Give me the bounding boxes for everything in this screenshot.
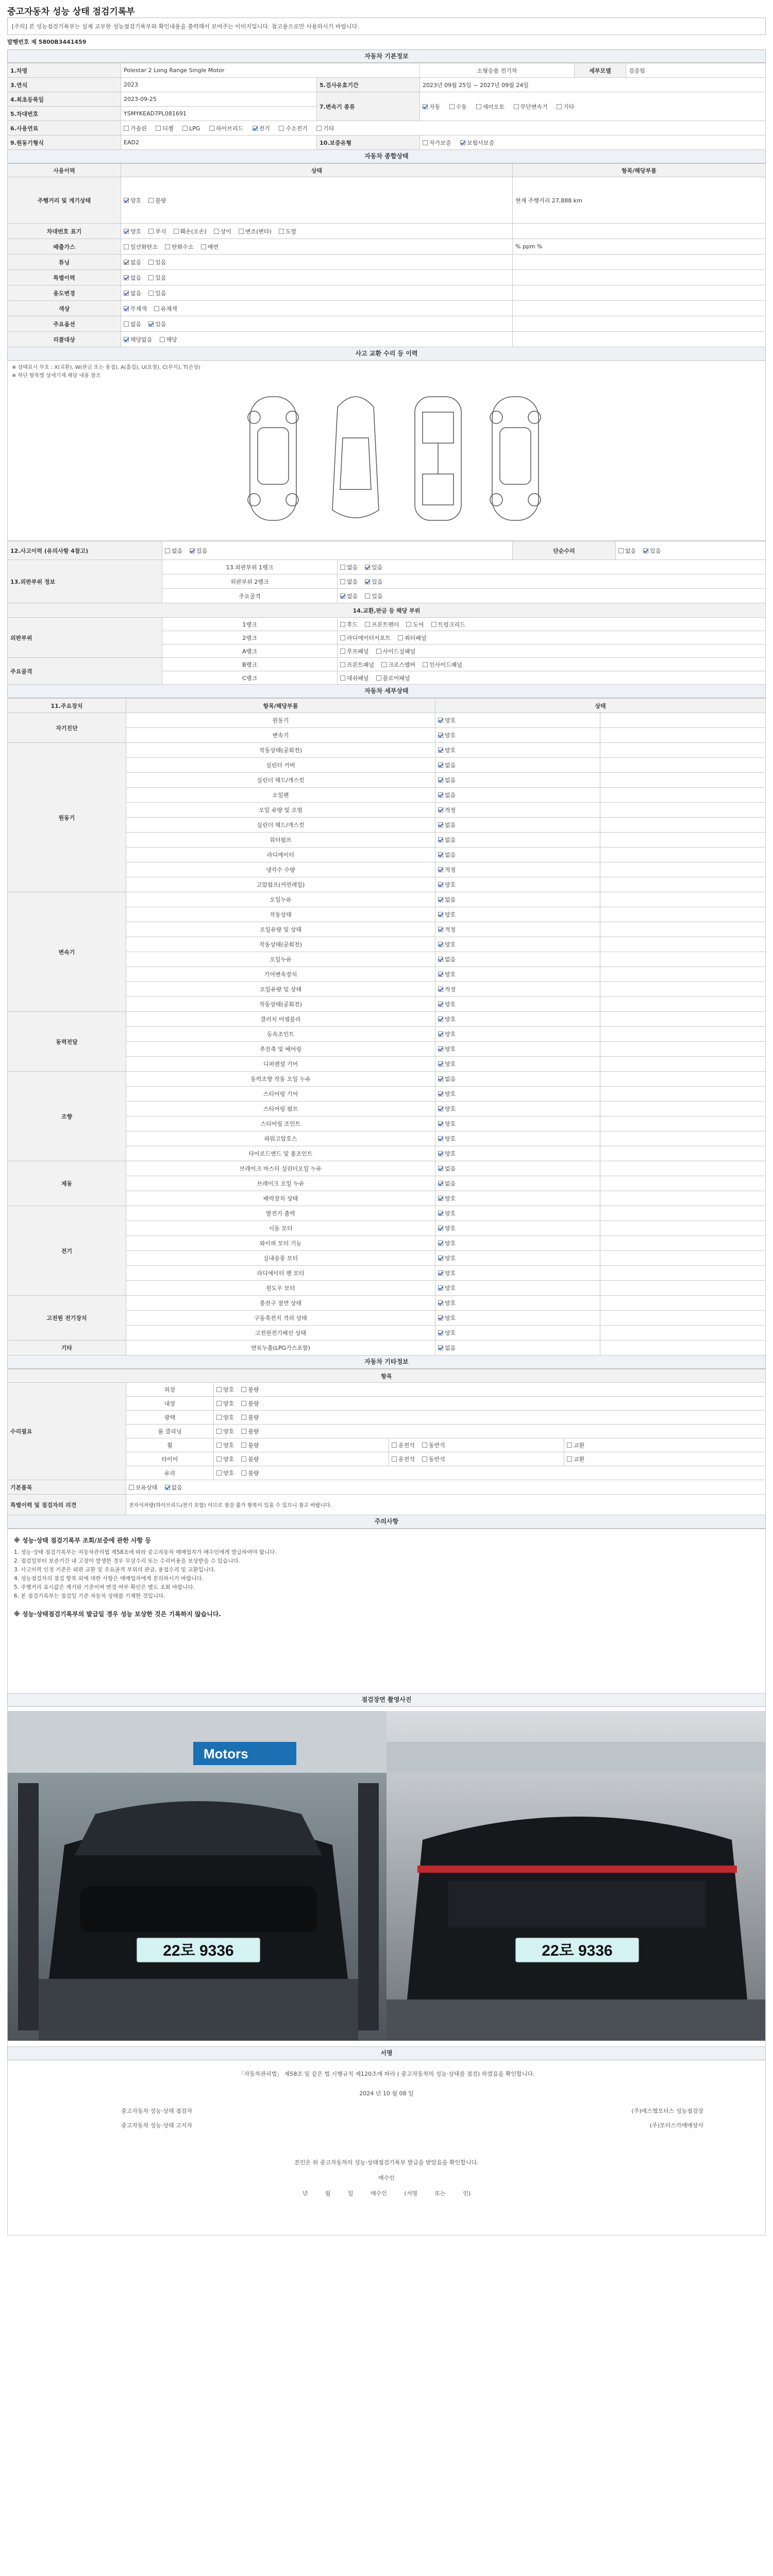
detail-row [8, 1341, 766, 1355]
opt-accident-none: 없음 [172, 547, 183, 554]
label-vin: 5.차대번호 [8, 107, 121, 121]
detail-item: 추진축 및 베어링 [126, 1042, 435, 1057]
detail-item: 배력장치 상태 [126, 1191, 435, 1206]
transmission-options [420, 92, 766, 121]
detail-extra [600, 1341, 766, 1355]
detail-extra [600, 818, 766, 833]
replaced-parts-header: 14.교환,판금 등 해당 부위 [8, 603, 766, 618]
detail-state: 없음 [435, 952, 600, 967]
car-diagram-area [7, 361, 766, 541]
detail-item: 실내송풍 모터 [126, 1251, 435, 1266]
car-left-side-diagram [248, 397, 298, 520]
detail-item: 원동기 [126, 713, 435, 728]
detail-state: 없음 [435, 788, 600, 803]
detail-state: 양호 [435, 1087, 600, 1101]
detail-item: 워터펌프 [126, 833, 435, 848]
label-engine-type: 9.원동기형식 [8, 135, 121, 150]
opt-hydrogen: 수소전기 [285, 125, 308, 132]
other-row: 내장 [126, 1397, 214, 1411]
opt-bad: 불량 [155, 197, 166, 204]
detail-group: 전기 [8, 1206, 126, 1296]
other-row: 유리 [126, 1466, 214, 1480]
detail-item: 실린더 헤드/개스킷 [126, 818, 435, 833]
detail-item: 고전원전기배선 상태 [126, 1326, 435, 1341]
detail-state: 없음 [435, 818, 600, 833]
recall-options: 해당없음 해당 [121, 332, 513, 347]
warranty-options [420, 135, 766, 150]
general-state-header: 자동차 종합상태 [7, 150, 766, 163]
opinion-label: 특별이력 및 점검자의 의견 [8, 1495, 126, 1515]
usage-options: 없음 있음 [121, 285, 513, 301]
detail-state: 양호 [435, 713, 600, 728]
detail-state: 양호 [435, 877, 600, 892]
basic-info-table [7, 63, 766, 150]
inspector-label: 중고자동차 성능·상태 점검자 [121, 2108, 193, 2114]
detail-state: 양호 [435, 1101, 600, 1116]
detail-extra [600, 743, 766, 758]
detail-state: 양호 [435, 1146, 600, 1161]
detail-state: 양호 [435, 1191, 600, 1206]
detail-state: 양호 [435, 1326, 600, 1341]
detail-item: 냉각수 수량 [126, 862, 435, 877]
detail-item: 작동상태(공회전) [126, 743, 435, 758]
detail-extra [600, 862, 766, 877]
detail-item: 타이로드엔드 및 볼조인트 [126, 1146, 435, 1161]
detail-group: 원동기 [8, 743, 126, 892]
detail-state: 없음 [435, 833, 600, 848]
label-submodel: 세부모델 [575, 63, 626, 78]
opt-diesel: 디젤 [162, 125, 174, 132]
detail-extra [600, 937, 766, 952]
general-col-item: 항목/해당부품 [513, 164, 766, 177]
general-row-options: 주요옵션 [8, 316, 121, 332]
detail-state: 양호 [435, 1027, 600, 1042]
tuning-options: 없음 있음 [121, 255, 513, 270]
detail-extra [600, 1266, 766, 1281]
detail-state: 양호 [435, 1311, 600, 1326]
special-options: 없음 있음 [121, 270, 513, 285]
damage-legend: ※ 상태표시 부호 : X(교환), W(판금 또는 용접), A(흠집), U(요철), C(부식), T(손상) [12, 365, 200, 370]
detail-state: 양호 [435, 997, 600, 1012]
detail-item: 오일유량 및 상태 [126, 922, 435, 937]
detail-item: 실린더 헤드/개스킷 [126, 773, 435, 788]
opt-good: 양호 [130, 197, 142, 204]
detail-state: 양호 [435, 1042, 600, 1057]
detail-item: 충전구 절연 상태 [126, 1296, 435, 1311]
caution-footer: ※ 성능·상태점검기록부의 발급일 경우 성능 보상한 것은 기록하지 않습니다. [14, 1611, 221, 1618]
outer-rank1-label: 13.외판부위 1랭크 [162, 560, 338, 574]
detail-item: 구동축전지 격리 상태 [126, 1311, 435, 1326]
general-row-usage: 용도변경 [8, 285, 121, 301]
detail-item: 연료누출(LPG가스포함) [126, 1341, 435, 1355]
detail-state: 없음 [435, 773, 600, 788]
general-row-mileage: 주행거리 및 계기상태 [8, 177, 121, 224]
detail-item: 작동상태(공회전) [126, 997, 435, 1012]
detail-group: 고전원 전기장치 [8, 1296, 126, 1341]
detail-group: 자기진단 [8, 713, 126, 743]
accident-parts-label: 13.외판부위 정보 [8, 560, 162, 603]
caution-title: ※ 성능·상태 점검기록부 조회/보증에 관한 사항 등 [14, 1537, 151, 1544]
signature-date: 2024 년 10 월 08 일 [359, 2090, 414, 2097]
detail-row [8, 1012, 766, 1027]
car-top-diagram [332, 397, 379, 518]
detail-extra [600, 833, 766, 848]
signature-header: 서명 [7, 2047, 766, 2060]
general-row-emission: 배출가스 [8, 239, 121, 255]
opt-self-warranty: 자가보증 [429, 139, 451, 146]
detail-extra [600, 1251, 766, 1266]
detail-item: 라디에이터 팬 모터 [126, 1266, 435, 1281]
opt-lpg: LPG [189, 125, 200, 132]
opt-electric: 전기 [259, 125, 270, 132]
detail-group: 조향 [8, 1072, 126, 1161]
detail-state: 적정 [435, 982, 600, 997]
other-row: 외장 [126, 1383, 214, 1397]
detail-state: 양호 [435, 1012, 600, 1027]
label-car-name: 1.차명 [8, 63, 121, 78]
detail-state: 없음 [435, 758, 600, 773]
detail-state: 적정 [435, 862, 600, 877]
detail-item: 작동상태(공회전) [126, 937, 435, 952]
outer-rank2-label: 외판부위 2랭크 [162, 574, 338, 589]
shop-sign-text: Motors [204, 1746, 248, 1761]
opt-fuel-etc: 기타 [323, 125, 334, 132]
accident-header: 사고 교환 수리 등 이력 [7, 347, 766, 361]
car-diagram [8, 361, 765, 541]
front-photo [8, 1711, 386, 2041]
notifier-org: (주)모터스카매매상사 [649, 2122, 703, 2129]
detail-extra [600, 713, 766, 728]
detail-item: 실린더 커버 [126, 758, 435, 773]
accident-table: 12.사고이력 (유의사항 4참고) 없음 있음 단순수리 없음 있음 13.외판부위 정보 13.외판부위 1랭크 없음 있음 외판부위 2랭크 없음 있음 주요골격 없음 있음 14.교환,판금 등 해당 부위 외판부위 1랭크 후드 프론트펜더 도어 트렁크리드 2랭크 라디에이터서포트 쿼터패널 A랭크 루프패널 사이드실패널 주요골격 B랭크 프론트패널 크로스멤버 인사이드패널 C랭크 대쉬패널 플로어패널 [7, 541, 766, 685]
general-row-color: 색상 [8, 301, 121, 316]
label-inspection-period: 5.검사유효기간 [317, 78, 420, 92]
value-inspection-period: 2023년 09월 25일 ~ 2027년 09월 24일 [420, 78, 766, 92]
receipt-statement: 본인은 위 중고자동차의 성능·상태점검기록부 발급을 받았음을 확인합니다. [294, 2159, 479, 2166]
damage-legend-note: ※ 하단 항목별 상세기재 해당 내용 참조 [12, 373, 101, 379]
detail-row [8, 1206, 766, 1221]
other-header: 자동차 기타정보 [7, 1355, 766, 1369]
detail-state: 양호 [435, 728, 600, 743]
other-row: 휠 [126, 1438, 214, 1452]
detail-extra [600, 892, 766, 907]
other-row: 타이어 [126, 1452, 214, 1466]
detail-group: 제동 [8, 1161, 126, 1206]
notice-box: [주의] 본 성능점검기록부는 실제 교부한 성능점검기록부와 확인내용을 출력해서 보여주는 이미지입니다. 참고용으로만 사용하시기 바랍니다. [7, 18, 766, 35]
detail-state: 양호 [435, 743, 600, 758]
opt-insurance-warranty: 보험사보증 [467, 139, 495, 146]
tools-label: 기본품목 [8, 1480, 126, 1495]
detail-item: 윈도우 모터 [126, 1281, 435, 1296]
detail-extra [600, 1236, 766, 1251]
general-col-state: 상태 [121, 164, 513, 177]
detail-item: 클러치 어셈블리 [126, 1012, 435, 1027]
opt-semi: 세미오토 [482, 103, 505, 110]
detail-state: 적정 [435, 803, 600, 818]
detail-extra [600, 773, 766, 788]
detail-state: 양호 [435, 1206, 600, 1221]
value-verified: 검증됨 [626, 63, 766, 78]
opt-accident-yes: 있음 [196, 547, 208, 554]
detail-extra [600, 952, 766, 967]
detail-item: 브레이크 오일 누유 [126, 1176, 435, 1191]
label-warranty: 10.보증유형 [317, 135, 420, 150]
detail-extra [600, 788, 766, 803]
notifier-label: 중고자동차 성능·상태 고지자 [121, 2122, 193, 2129]
detail-extra [600, 1191, 766, 1206]
detail-state: 없음 [435, 1176, 600, 1191]
detail-col-item: 항목/해당부품 [126, 699, 435, 713]
detail-item: 디퍼렌셜 기어 [126, 1057, 435, 1072]
detail-extra [600, 1176, 766, 1191]
detail-extra [600, 877, 766, 892]
general-state-table [7, 163, 766, 347]
detail-extra [600, 1281, 766, 1296]
detail-item: 고압펌프(커먼레일) [126, 877, 435, 892]
detail-extra [600, 967, 766, 982]
opt-auto: 자동 [429, 103, 441, 110]
detail-state: 양호 [435, 1116, 600, 1131]
detail-item: 라디에이터 [126, 848, 435, 862]
detail-row [8, 713, 766, 728]
mileage-value: 현재 주행거리 27,888 km [513, 177, 766, 224]
detail-state: 없음 [435, 1161, 600, 1176]
inspector-org: (주)에스엠모터스 성능점검장 [631, 2108, 703, 2114]
other-row: 룸 클리닝 [126, 1425, 214, 1438]
opt-repair-yes: 있음 [650, 547, 661, 554]
detail-state: 적정 [435, 922, 600, 937]
detail-extra [600, 1206, 766, 1221]
detail-col-device: 11.주요장치 [8, 699, 126, 713]
detail-extra [600, 1311, 766, 1326]
license-plate-front: 22로 9336 [163, 1942, 234, 1959]
detail-state: 양호 [435, 1296, 600, 1311]
caution-line: 2. 점검일부터 보증기간 내 고장이 발생한 경우 무상수리 또는 수리비용을 보상받을 수 있습니다. [14, 1558, 240, 1564]
label-transmission: 7.변속기 종류 [317, 92, 420, 121]
other-row: 광택 [126, 1411, 214, 1425]
checkbox-manual [449, 104, 455, 109]
detail-state: 양호 [435, 1131, 600, 1146]
value-year: 2023 [121, 78, 317, 92]
opinion-text: 전자식차량(하이브리드/전기 포함) 이므로 점검 불가 항목이 있을 수 있으니 참고 바랍니다. [126, 1495, 766, 1515]
label-first-reg: 4.최초등록일 [8, 92, 121, 107]
detail-state: 없음 [435, 1341, 600, 1355]
opt-hybrid: 하이브리드 [215, 125, 244, 132]
opt-tools-have: 보유상태 [136, 1484, 158, 1491]
signature-statement: 「자동차관리법」 제58조 및 같은 법 시행규칙 제120조에 따라 ( 중고자동차의 성능·상태를 점검) 하였음을 확인합니다. [238, 2071, 535, 2077]
detail-extra [600, 922, 766, 937]
emission-options: 일산화탄소 탄화수소 매연 [121, 239, 513, 255]
detail-group: 기타 [8, 1341, 126, 1355]
detail-col-state: 상태 [435, 699, 766, 713]
photo-row [7, 1707, 766, 2047]
caution-notes [7, 1529, 766, 1693]
detail-item: 와이퍼 모터 기능 [126, 1236, 435, 1251]
caution-line: 3. 사고이력 인정 기준은 외판 교환 및 주요골격 부위의 판금, 용접수리 및 교환입니다. [14, 1567, 216, 1573]
detail-extra [600, 1072, 766, 1087]
outer-panel-group: 외판부위 [8, 618, 162, 658]
detail-extra [600, 997, 766, 1012]
opt-gasoline: 가솔린 [130, 125, 147, 132]
signature-block [7, 2060, 766, 2235]
detail-state: 양호 [435, 967, 600, 982]
checkbox-cvt [514, 104, 519, 109]
general-col-history: 사용이력 [8, 164, 121, 177]
opt-tools-none: 없음 [171, 1484, 182, 1491]
vin-mark-options: 양호 부식 훼손(오손) 상이 변조(변타) 도말 [121, 224, 513, 239]
detail-item: 발전기 출력 [126, 1206, 435, 1221]
color-options: 무채색 유채색 [121, 301, 513, 316]
basic-info-header: 자동차 기본정보 [7, 49, 766, 63]
other-table: 항목 수리필요 외장 양호 불량 내장 양호 불량 광택 양호 불량 룸 클리닝 양호 불량 휠 양호 불량 운전석 동반석 교환 타이어 양호 불량 운전석 동반석 교환 유리 양호 불량 기본품목 보유상태 없음 특별이력 및 점검자의 의견 전자식차량(하이브리드/전기 포함) 이므로 점검 불가 항목이 있을 수 있으니 참고 바랍니다. [7, 1369, 766, 1515]
rear-photo [386, 1711, 765, 2041]
detail-extra [600, 1101, 766, 1116]
label-year: 3.연식 [8, 78, 121, 92]
value-submodel: 소형승용 전기차 [420, 63, 575, 78]
emission-units: % ppm % [513, 239, 766, 255]
label-fuel: 6.사용연료 [8, 121, 121, 135]
opt-etc: 기타 [563, 103, 575, 110]
detail-extra [600, 1326, 766, 1341]
detail-item: 오일누유 [126, 952, 435, 967]
caution-header: 주의사항 [7, 1515, 766, 1529]
detail-row [8, 743, 766, 758]
detail-extra [600, 907, 766, 922]
detail-extra [600, 803, 766, 818]
detail-state: 양호 [435, 1221, 600, 1236]
detail-table [7, 698, 766, 1355]
detail-extra [600, 1027, 766, 1042]
detail-item: 파워고압호스 [126, 1131, 435, 1146]
other-col-item: 항목 [8, 1369, 766, 1383]
detail-state: 없음 [435, 1072, 600, 1087]
detail-item: 시동 모터 [126, 1221, 435, 1236]
car-bottom-diagram [415, 397, 461, 520]
detail-item: 기어변속장치 [126, 967, 435, 982]
opt-repair-none: 없음 [625, 547, 636, 554]
detail-extra [600, 1087, 766, 1101]
detail-extra [600, 1131, 766, 1146]
general-row-special: 특별이력 [8, 270, 121, 285]
detail-extra [600, 1042, 766, 1057]
caution-line: 1. 성능·상태 점검기록부는 자동차관리법 제58조에 따라 중고자동차 매매업자가 매수인에게 발급하여야 합니다. [14, 1549, 277, 1555]
detail-item: 스티어링 펌프 [126, 1101, 435, 1116]
detail-extra [600, 758, 766, 773]
detail-row [8, 1161, 766, 1176]
detail-state: 없음 [435, 892, 600, 907]
main-frame-label: 주요골격 [162, 589, 338, 603]
detail-item: 스티어링 조인트 [126, 1116, 435, 1131]
detail-item: 오일유량 및 상태 [126, 982, 435, 997]
opt-cvt: 무단변속기 [520, 103, 548, 110]
detail-extra [600, 1296, 766, 1311]
accident-history-label: 12.사고이력 (유의사항 4참고) [8, 541, 162, 560]
detail-item: 오일펜 [126, 788, 435, 803]
detail-item: 브레이크 마스터 실린더오일 누유 [126, 1161, 435, 1176]
receipt-marks: 년 월 일 매수인 (서명 또는 인) [302, 2190, 471, 2197]
detail-extra [600, 1146, 766, 1161]
receipt-buyer: 매수인 [378, 2175, 395, 2181]
document-title: 중고자동차 성능 상태 점검기록부 [7, 7, 135, 17]
detail-header: 자동차 세부상태 [7, 685, 766, 698]
value-engine-type: EAD2 [121, 135, 317, 150]
detail-item: 동력조향 작동 오일 누유 [126, 1072, 435, 1087]
detail-extra [600, 982, 766, 997]
detail-group: 변속기 [8, 892, 126, 1012]
detail-row [8, 892, 766, 907]
detail-extra [600, 1116, 766, 1131]
detail-item: 작동상태 [126, 907, 435, 922]
detail-row [8, 1072, 766, 1087]
general-row-vin-mark: 차대번호 표기 [8, 224, 121, 239]
detail-state: 양호 [435, 1281, 600, 1296]
detail-state: 양호 [435, 1251, 600, 1266]
license-plate-rear: 22로 9336 [542, 1942, 613, 1959]
detail-state: 없음 [435, 848, 600, 862]
general-row-recall: 리콜대상 [8, 332, 121, 347]
detail-state: 양호 [435, 1057, 600, 1072]
caution-line: 4. 성능점검자의 점검 항목 외에 대한 사항은 매매업자에게 문의하시기 바랍니다. [14, 1575, 204, 1582]
detail-item: 오일누유 [126, 892, 435, 907]
detail-extra [600, 1161, 766, 1176]
value-first-reg: 2023-09-25 [121, 92, 317, 107]
detail-state: 양호 [435, 1236, 600, 1251]
detail-item: 등속조인트 [126, 1027, 435, 1042]
simple-repair-label: 단순수리 [513, 541, 616, 560]
detail-item: 스티어링 기어 [126, 1087, 435, 1101]
main-options: 없음 있음 [121, 316, 513, 332]
checkbox-semi [476, 104, 481, 109]
fuel-options [121, 121, 766, 135]
certificate-number: 발행번호 제 5800B3441459 [7, 39, 87, 45]
detail-extra [600, 1057, 766, 1072]
detail-state: 양호 [435, 937, 600, 952]
other-repair-label: 수리필요 [8, 1383, 126, 1480]
detail-row [8, 1296, 766, 1311]
value-car-name: Polestar 2 Long Range Single Motor [121, 63, 420, 78]
detail-item: 오일 유량 및 오염 [126, 803, 435, 818]
cert-no-value: 제 5800B3441459 [31, 39, 87, 45]
detail-item: 변속기 [126, 728, 435, 743]
caution-line: 6. 본 점검기록부는 점검일 기준 자동차 상태를 기재한 것입니다. [14, 1593, 165, 1599]
detail-extra [600, 848, 766, 862]
value-vin: YSMYKEAD7PL081691 [121, 107, 317, 121]
caution-line: 5. 주행거리 표시값은 계기판 기준이며 변경 여부 확인은 별도 조회 바랍니다. [14, 1584, 195, 1590]
car-right-side-diagram [490, 397, 541, 520]
checkbox-etc [557, 104, 562, 109]
detail-extra [600, 728, 766, 743]
opt-manual: 수동 [456, 103, 467, 110]
checkbox-auto [423, 104, 428, 109]
detail-group: 동력전달 [8, 1012, 126, 1072]
frame-group: 주요골격 [8, 658, 162, 685]
general-row-tuning: 튜닝 [8, 255, 121, 270]
detail-state: 양호 [435, 907, 600, 922]
detail-extra [600, 1221, 766, 1236]
photos-header: 점검장면 촬영사진 [7, 1693, 766, 1707]
detail-extra [600, 1012, 766, 1027]
detail-state: 양호 [435, 1266, 600, 1281]
